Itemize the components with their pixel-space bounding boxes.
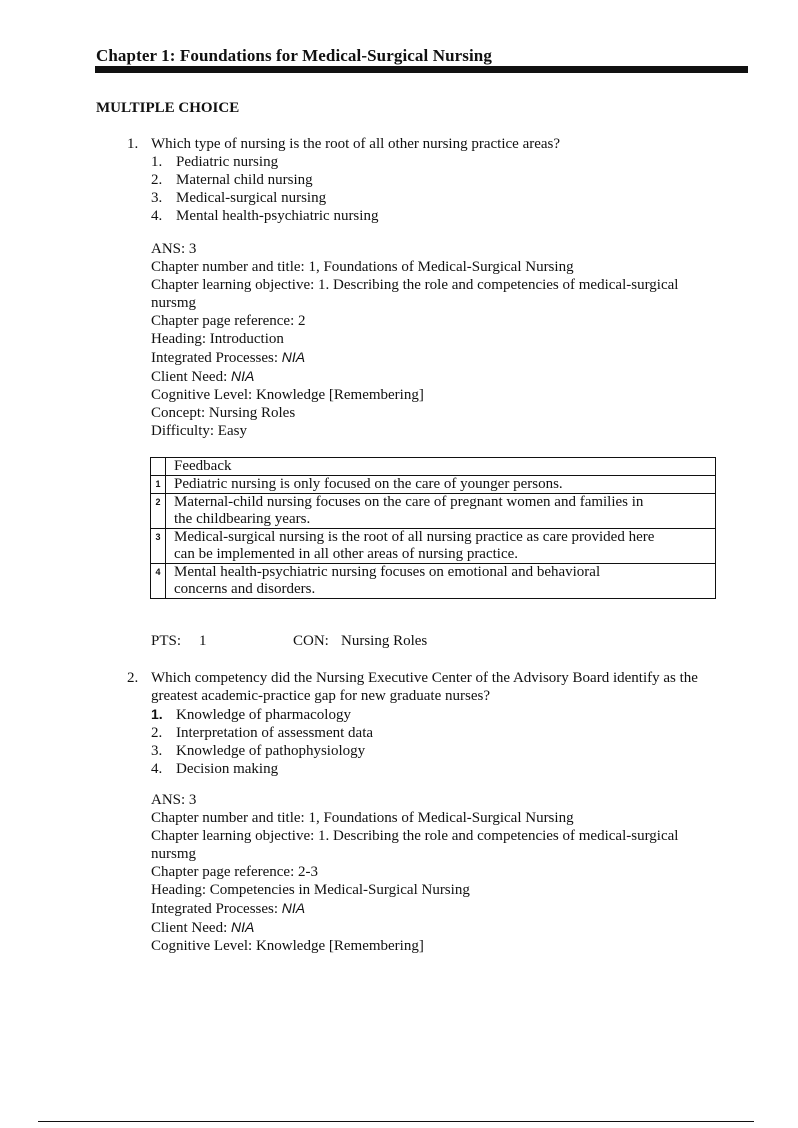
con-label: CON:: [293, 633, 329, 649]
integrated-processes: Integrated Processes: NIA: [151, 900, 306, 917]
feedback-table: [150, 457, 716, 599]
answer-metadata: [151, 240, 731, 440]
feedback-text: Pediatric nursing is only focused on the care of younger persons.: [166, 476, 716, 494]
con-value: Nursing Roles: [341, 633, 428, 649]
option-4: 4. Decision making: [151, 761, 279, 777]
chapter-number-title: Chapter number and title: 1, Foundations of Medical-Surgical Nursing: [151, 259, 574, 275]
difficulty: Difficulty: Easy: [151, 423, 247, 439]
feedback-row: [151, 529, 716, 564]
client-need: Client Need: NIA: [151, 368, 255, 385]
option-3: 3. Knowledge of pathophysiology: [151, 743, 366, 759]
feedback-row: [151, 476, 716, 494]
chapter-number-title: Chapter number and title: 1, Foundations of Medical-Surgical Nursing: [151, 810, 574, 826]
learning-objective-cont: nursmg: [151, 846, 196, 862]
chapter-title: Chapter 1: Foundations for Medical-Surgical Nursing: [96, 46, 492, 65]
integrated-processes: Integrated Processes: NIA: [151, 349, 306, 366]
page-reference: Chapter page reference: 2-3: [151, 864, 318, 880]
feedback-row: [151, 494, 716, 529]
learning-objective: Chapter learning objective: 1. Describing the role and competencies of medical-surgical: [151, 828, 679, 844]
question-stem-text: Which type of nursing is the root of all other nursing practice areas?: [151, 136, 561, 152]
option-4: 4. Mental health-psychiatric nursing: [151, 208, 379, 224]
title-rule: [95, 66, 748, 73]
feedback-number: 3: [151, 529, 166, 564]
feedback-number: 2: [151, 494, 166, 529]
feedback-row: [151, 564, 716, 599]
learning-objective: Chapter learning objective: 1. Describing the role and competencies of medical-surgical: [151, 277, 679, 293]
options-list: [151, 705, 741, 778]
client-need: Client Need: NIA: [151, 919, 255, 936]
feedback-text: Medical-surgical nursing is the root of all nursing practice as care provided here can be implemented in all other areas of nursing practice.: [166, 529, 716, 564]
option-2: 2. Interpretation of assessment data: [151, 725, 374, 741]
question-stem: [151, 669, 751, 705]
question-number: 1.: [127, 136, 139, 152]
option-2: 2. Maternal child nursing: [151, 172, 313, 188]
pts-label: PTS:: [151, 633, 182, 649]
footer-rule: [38, 1121, 754, 1122]
option-1: 1. Pediatric nursing: [151, 154, 279, 170]
question-stem-line: greatest academic-practice gap for new graduate nurses?: [151, 688, 490, 704]
heading-meta: Heading: Competencies in Medical-Surgical Nursing: [151, 882, 470, 898]
cognitive-level: Cognitive Level: Knowledge [Remembering]: [151, 387, 424, 403]
feedback-header-row: [151, 458, 716, 476]
points-line: [151, 632, 427, 650]
options-list: [151, 153, 741, 225]
question-stem-line: Which competency did the Nursing Executive Center of the Advisory Board identify as the: [151, 670, 698, 686]
cognitive-level: Cognitive Level: Knowledge [Remembering]: [151, 938, 424, 954]
concept: Concept: Nursing Roles: [151, 405, 296, 421]
heading-meta: Heading: Introduction: [151, 331, 284, 347]
answer: ANS: 3: [151, 792, 197, 808]
pts-value: 1: [199, 633, 207, 649]
page-reference: Chapter page reference: 2: [151, 313, 306, 329]
section-heading: MULTIPLE CHOICE: [96, 100, 240, 116]
feedback-header: Feedback: [166, 458, 716, 476]
question-number: 2.: [127, 670, 139, 686]
feedback-number: 4: [151, 564, 166, 599]
learning-objective-cont: nursmg: [151, 295, 196, 311]
option-1: 1. Knowledge of pharmacology: [151, 706, 351, 723]
option-3: 3. Medical-surgical nursing: [151, 190, 327, 206]
feedback-text: Maternal-child nursing focuses on the care of pregnant women and families in the childbearing years.: [166, 494, 716, 529]
answer-metadata: [151, 791, 731, 955]
feedback-text: Mental health-psychiatric nursing focuses on emotional and behavioral concerns and disorders.: [166, 564, 716, 599]
feedback-number: 1: [151, 476, 166, 494]
answer: ANS: 3: [151, 241, 197, 257]
question-stem: [151, 135, 741, 153]
